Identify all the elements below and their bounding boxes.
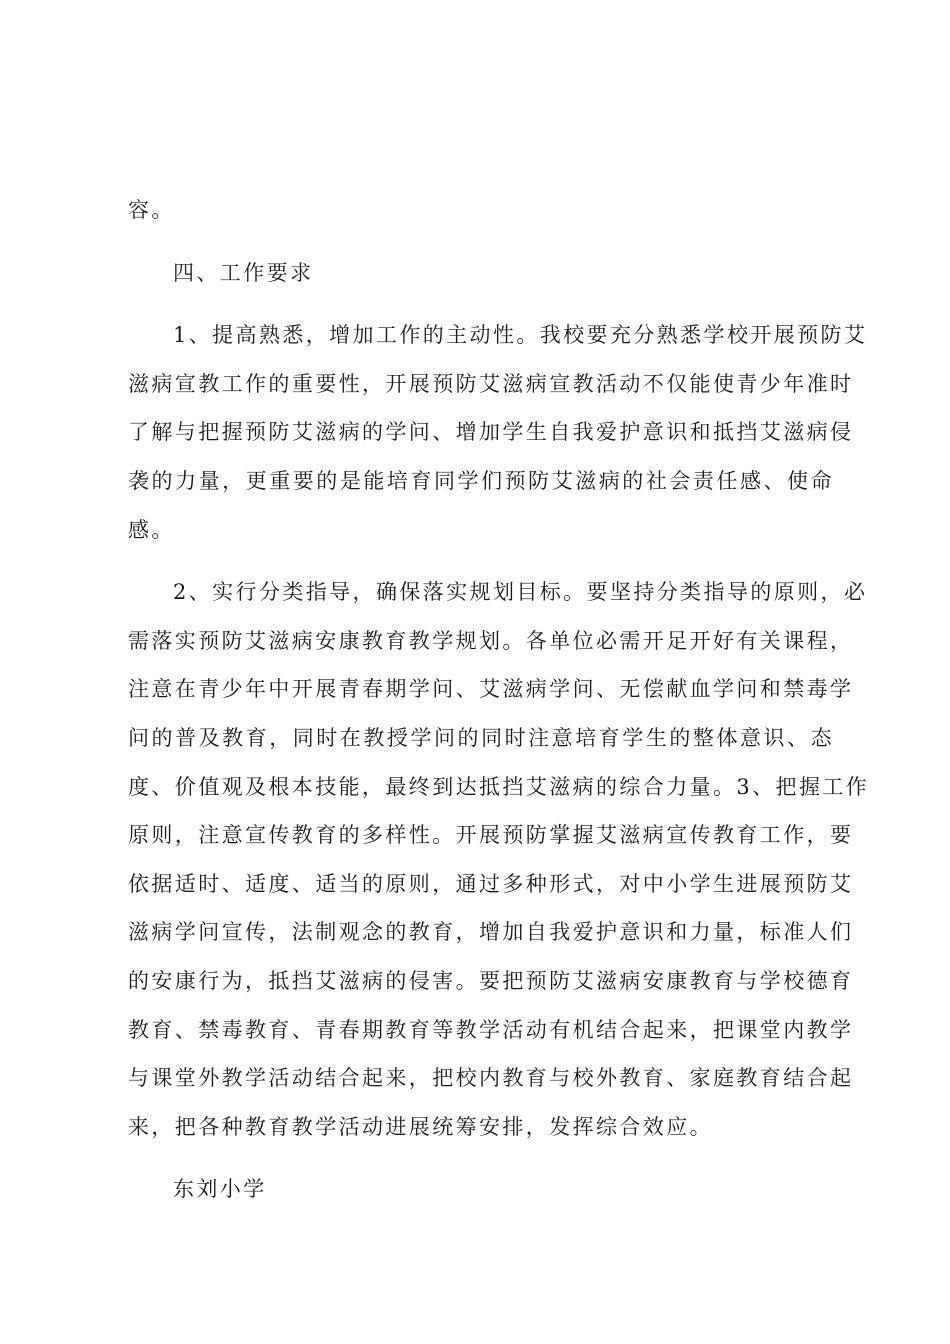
spacer: [128, 235, 834, 249]
paragraph-1-line: 感。: [128, 517, 175, 542]
paragraph-1: [128, 311, 868, 554]
paragraph-2: [128, 568, 870, 1151]
paragraph-1-line: 滋病宣教工作的重要性，开展预防艾滋病宣教活动不仅能使青少年准时: [128, 371, 854, 396]
signature: 东刘小学: [173, 1177, 267, 1202]
paragraph-2-line: 问的普及教育，同时在教授学问的同时注意培育学生的整体意识、态: [128, 725, 834, 750]
continuation-text: 容。: [128, 198, 175, 222]
paragraph-2-line: 的安康行为，抵挡艾滋病的侵害。要把预防艾滋病安康教育与学校德育: [128, 968, 854, 993]
spacer: [128, 297, 834, 311]
paragraph-2-line: 来，把各种教育教学活动进展统筹安排，发挥综合效应。: [128, 1114, 713, 1139]
spacer: [128, 554, 834, 568]
paragraph-1-line: 了解与把握预防艾滋病的学问、增加学生自我爱护意识和抵挡艾滋病侵: [128, 420, 854, 445]
paragraph-1-line: 袭的力量，更重要的是能培育同学们预防艾滋病的社会责任感、使命: [128, 468, 834, 493]
paragraph-2-line: 注意在青少年中开展青春期学问、艾滋病学问、无偿献血学问和禁毒学: [128, 677, 854, 702]
paragraph-2-line: 2、实行分类指导，确保落实规划目标。要坚持分类指导的原则，必: [173, 580, 868, 605]
paragraph-2-line: 滋病学问宣传，法制观念的教育，增加自我爱护意识和力量，标准人们: [128, 920, 854, 945]
section-heading: 四、工作要求: [173, 260, 314, 285]
document-body: [128, 186, 870, 1214]
paragraph-2-line: 依据适时、适度、适当的原则，通过多种形式，对中小学生进展预防艾: [128, 871, 854, 896]
paragraph-1-line: 1、提高熟悉，增加工作的主动性。我校要充分熟悉学校开展预防艾: [173, 323, 868, 348]
paragraph-2-line: 度、价值观及根本技能，最终到达抵挡艾滋病的综合力量。3、把握工作: [128, 774, 870, 799]
paragraph-2-line: 教育、禁毒教育、青春期教育等教学活动有机结合起来，把课堂内教学: [128, 1017, 854, 1042]
paragraph-2-line: 与课堂外教学活动结合起来，把校内教育与校外教育、家庭教育结合起: [128, 1066, 854, 1091]
paragraph-2-line: 需落实预防艾滋病安康教育教学规划。各单位必需开足开好有关课程，: [128, 628, 854, 653]
paragraph-2-line: 原则，注意宣传教育的多样性。开展预防掌握艾滋病宣传教育工作，要: [128, 823, 854, 848]
spacer: [128, 1151, 834, 1165]
